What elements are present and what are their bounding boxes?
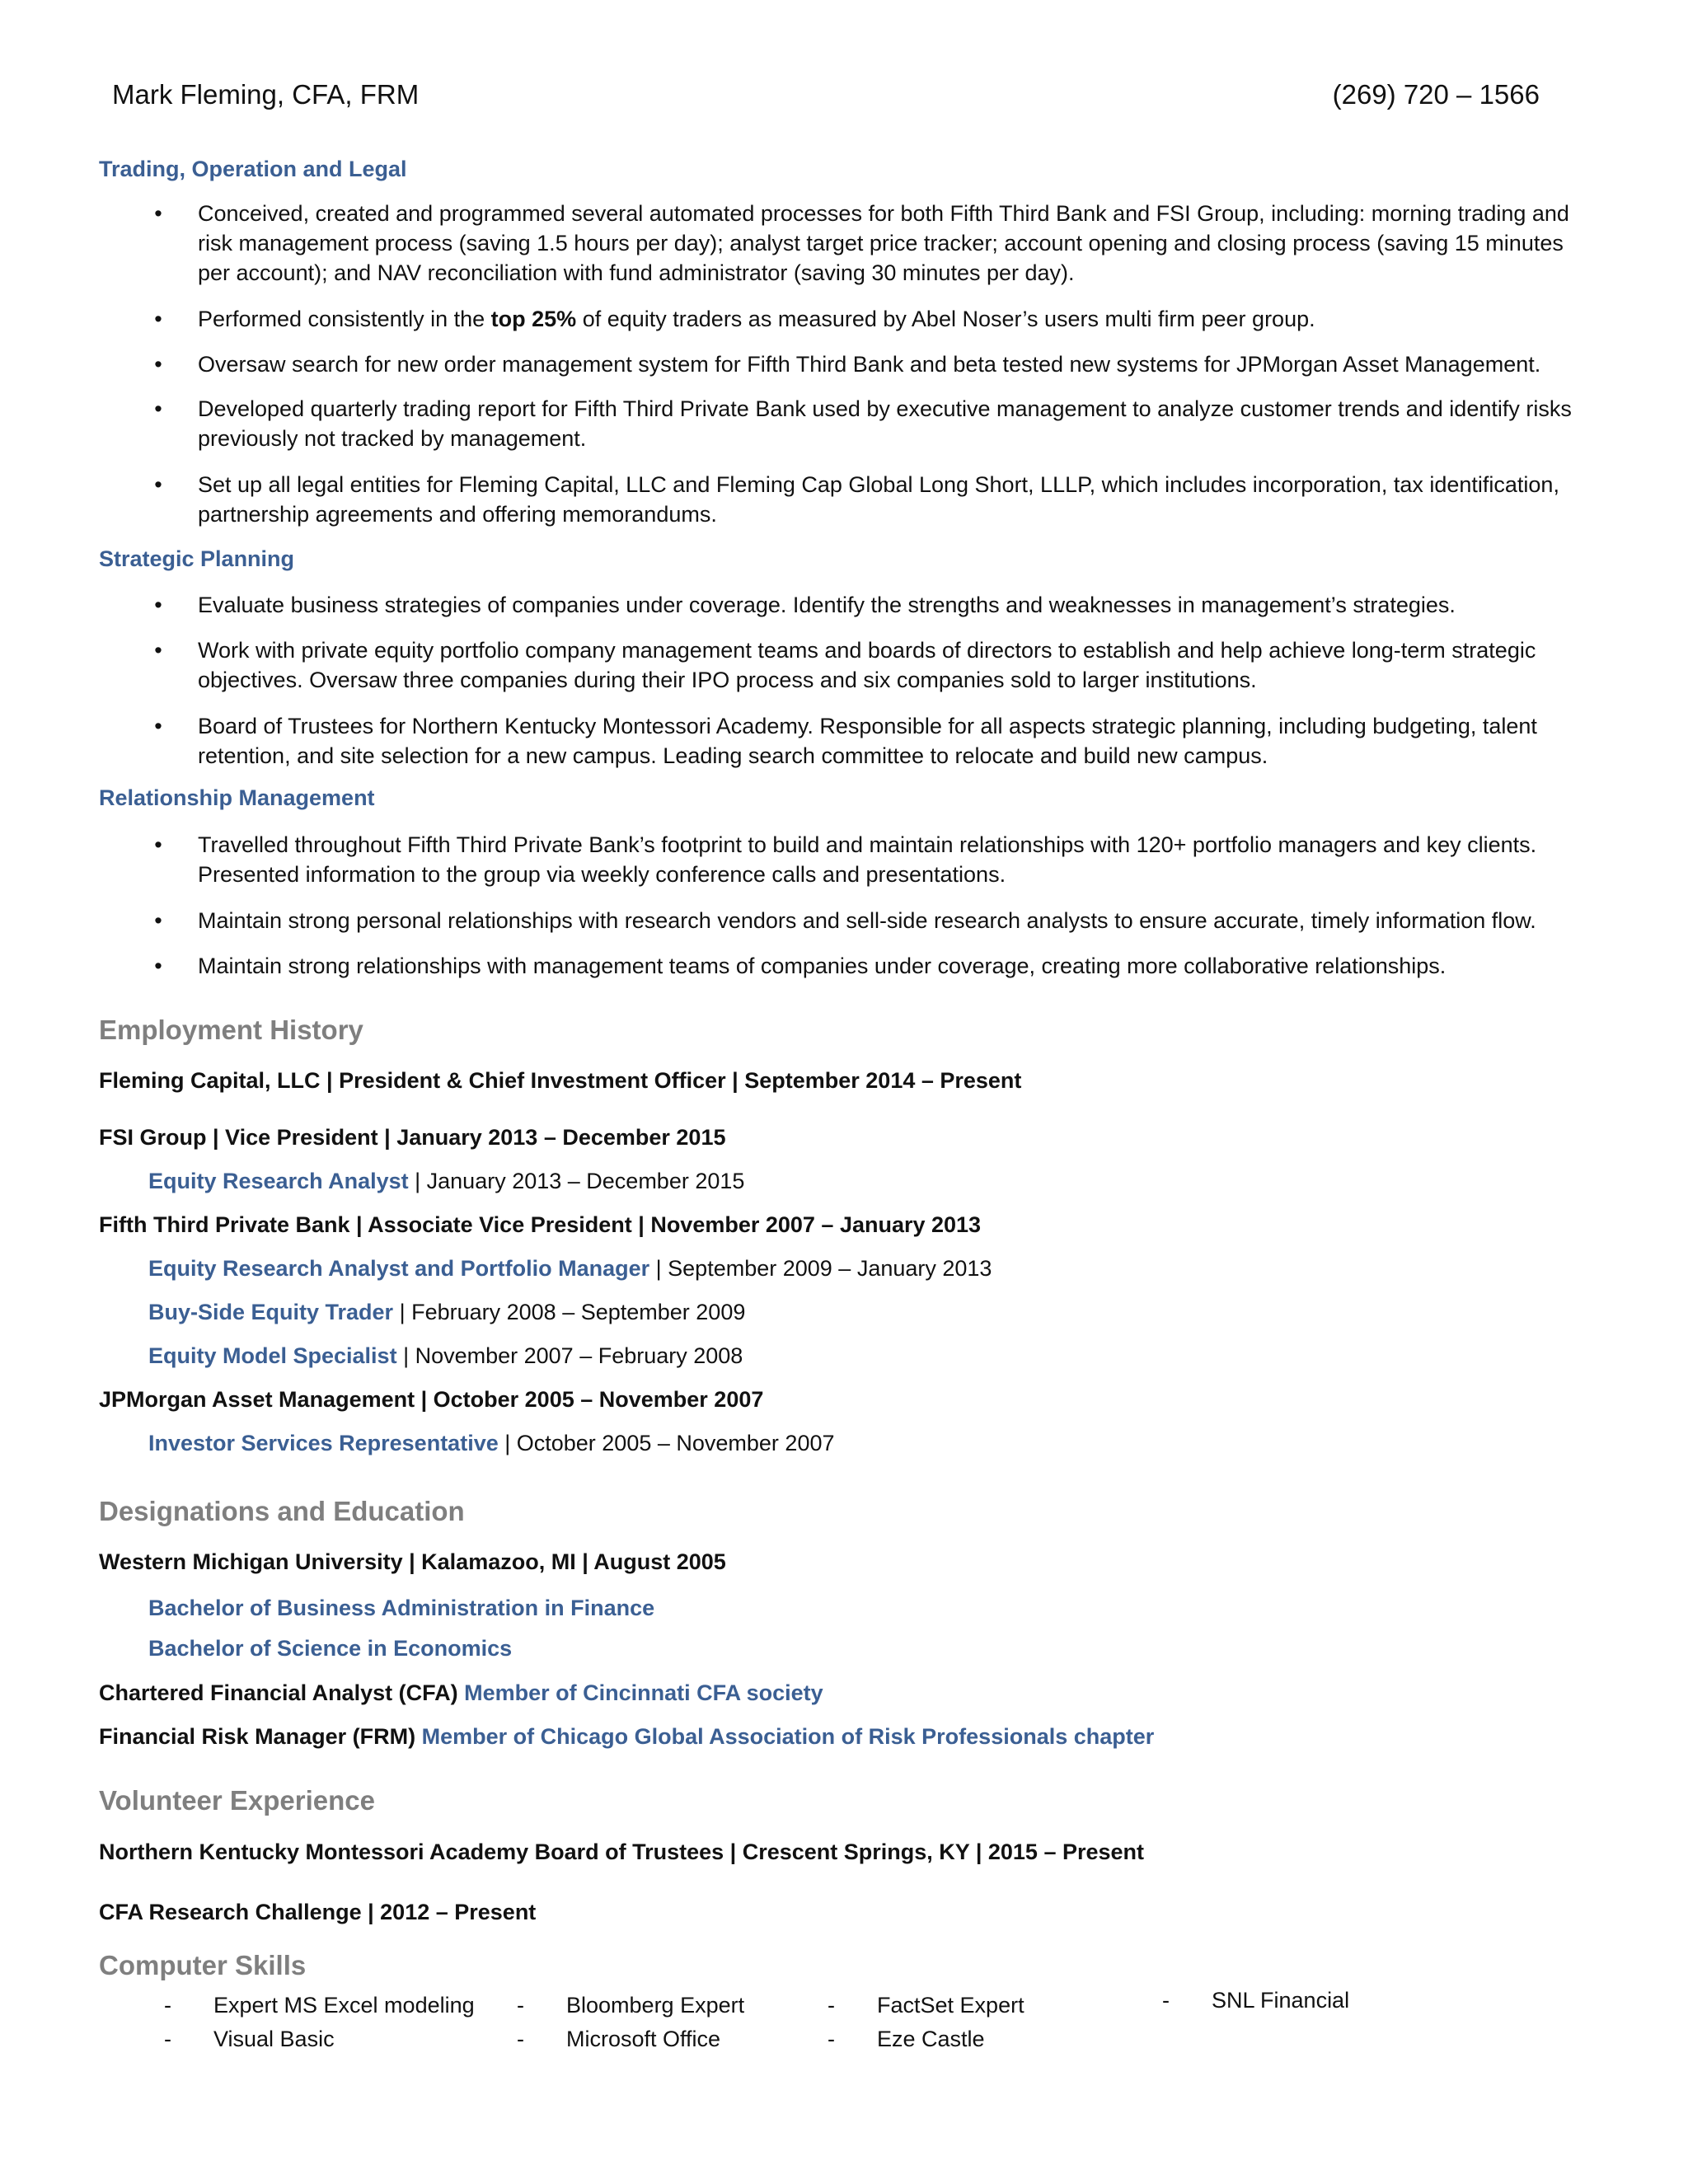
skill-item: - Visual Basic bbox=[164, 2027, 335, 2051]
designation-line: Chartered Financial Analyst (CFA) Member of Cincinnati CFA society bbox=[99, 1680, 823, 1705]
employment-heading: Employment History bbox=[99, 1015, 363, 1045]
bullet-dot-icon: • bbox=[154, 472, 162, 497]
skill-item: - FactSet Expert bbox=[828, 1993, 1025, 2018]
bullet-item: • Set up all legal entities for Fleming Capital, LLC and Fleming Cap Global Long Short, LLLP, which includes incorporation, tax identification, partnership agreements and offering memorandums. bbox=[198, 470, 1599, 529]
education-heading: Designations and Education bbox=[99, 1496, 465, 1526]
school-line: Western Michigan University | Kalamazoo, MI | August 2005 bbox=[99, 1549, 726, 1574]
role-line: Equity Research Analyst and Portfolio Manager | September 2009 – January 2013 bbox=[148, 1256, 992, 1281]
bullet-dot-icon: • bbox=[154, 832, 162, 857]
competency-title-trading: Trading, Operation and Legal bbox=[99, 157, 407, 181]
competency-title-relationship: Relationship Management bbox=[99, 785, 375, 810]
bullet-item: • Board of Trustees for Northern Kentucky Montessori Academy. Responsible for all aspects strategic planning, including budgeting, talent retention, and site selection for a new campus. Leading search committee to relocate and build new campus. bbox=[198, 711, 1599, 771]
degree-line: Bachelor of Business Administration in Finance bbox=[148, 1596, 655, 1620]
bullet-item: • Maintain strong personal relationships with research vendors and sell-side research analysts to ensure accurate, timely information flow. bbox=[198, 906, 1599, 935]
bullet-item: • Work with private equity portfolio company management teams and boards of directors to establish and help achieve long-term strategic objectives. Oversaw three companies during their IPO process and six companies sold to larger institutions. bbox=[198, 635, 1599, 695]
skill-item: - Microsoft Office bbox=[517, 2027, 721, 2051]
bullet-dot-icon: • bbox=[154, 908, 162, 933]
volunteer-heading: Volunteer Experience bbox=[99, 1785, 376, 1816]
bullet-item: • Oversaw search for new order management system for Fifth Third Bank and beta tested new systems for JPMorgan Asset Management. bbox=[198, 349, 1599, 379]
bullet-dot-icon: • bbox=[154, 307, 162, 331]
designation-line: Financial Risk Manager (FRM) Member of Chicago Global Association of Risk Professionals chapter bbox=[99, 1724, 1155, 1749]
role-line: Investor Services Representative | October 2005 – November 2007 bbox=[148, 1431, 835, 1455]
bullet-item: • Evaluate business strategies of companies under coverage. Identify the strengths and weaknesses in management’s strategies. bbox=[198, 590, 1599, 620]
competency-title-strategic: Strategic Planning bbox=[99, 546, 295, 571]
degree-line: Bachelor of Science in Economics bbox=[148, 1636, 513, 1661]
job-line: Fleming Capital, LLC | President & Chief Investment Officer | September 2014 – Present bbox=[99, 1068, 1022, 1093]
bullet-item: • Performed consistently in the top 25% of equity traders as measured by Abel Noser’s users multi firm peer group. bbox=[198, 304, 1599, 334]
bullet-item: • Conceived, created and programmed several automated processes for both Fifth Third Bank and FSI Group, including: morning trading and risk management process (saving 1.5 hours per day); analyst target price tracker; account opening and closing process (saving 15 minutes per account); and NAV reconciliation with fund administrator (saving 30 minutes per day). bbox=[198, 199, 1599, 288]
bullet-dot-icon: • bbox=[154, 954, 162, 978]
volunteer-item: CFA Research Challenge | 2012 – Present bbox=[99, 1900, 537, 1924]
candidate-name: Mark Fleming, CFA, FRM bbox=[112, 79, 420, 110]
bullet-dot-icon: • bbox=[154, 201, 162, 226]
role-line: Equity Model Specialist | November 2007 – February 2008 bbox=[148, 1343, 743, 1368]
job-line: Fifth Third Private Bank | Associate Vice President | November 2007 – January 2013 bbox=[99, 1212, 982, 1237]
bullet-dot-icon: • bbox=[154, 352, 162, 377]
bullet-item: • Travelled throughout Fifth Third Private Bank’s footprint to build and maintain relationships with 120+ portfolio managers and key clients. Presented information to the group via weekly conference calls and presentations. bbox=[198, 830, 1599, 889]
volunteer-item: Northern Kentucky Montessori Academy Board of Trustees | Crescent Springs, KY | 2015 – Present bbox=[99, 1840, 1145, 1864]
candidate-phone: (269) 720 – 1566 bbox=[1332, 79, 1540, 110]
bullet-dot-icon: • bbox=[154, 638, 162, 663]
role-line: Equity Research Analyst | January 2013 – December 2015 bbox=[148, 1169, 745, 1193]
skill-item: - Expert MS Excel modeling bbox=[164, 1993, 475, 2018]
bullet-dot-icon: • bbox=[154, 593, 162, 617]
job-line: FSI Group | Vice President | January 2013 – December 2015 bbox=[99, 1125, 726, 1150]
bullet-item: • Developed quarterly trading report for Fifth Third Private Bank used by executive management to analyze customer trends and identify risks previously not tracked by management. bbox=[198, 394, 1599, 453]
bullet-item: • Maintain strong relationships with management teams of companies under coverage, creating more collaborative relationships. bbox=[198, 951, 1599, 981]
skills-heading: Computer Skills bbox=[99, 1950, 307, 1980]
role-line: Buy-Side Equity Trader | February 2008 – September 2009 bbox=[148, 1300, 746, 1324]
bullet-dot-icon: • bbox=[154, 714, 162, 738]
bullet-dot-icon: • bbox=[154, 396, 162, 421]
skill-item: - Eze Castle bbox=[828, 2027, 985, 2051]
job-line: JPMorgan Asset Management | October 2005 – November 2007 bbox=[99, 1387, 764, 1412]
skill-item: - Bloomberg Expert bbox=[517, 1993, 745, 2018]
skill-item: - SNL Financial bbox=[1162, 1988, 1350, 2013]
